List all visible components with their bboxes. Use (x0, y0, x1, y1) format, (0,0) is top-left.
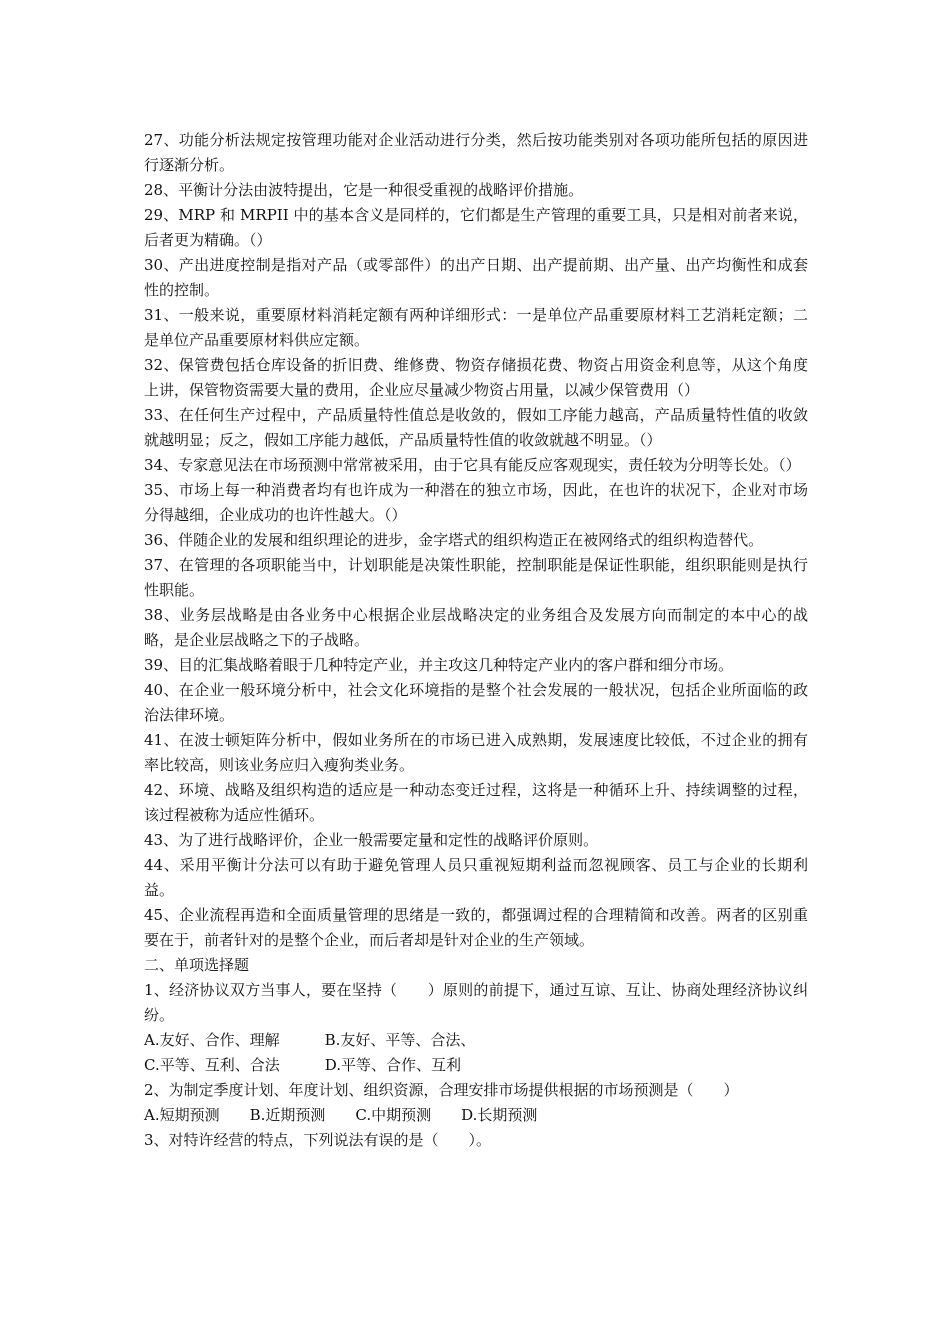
judgement-item-41: 41、在波士顿矩阵分析中，假如业务所在的市场已进入成熟期，发展速度比较低，不过企业的拥有率比较高，则该业务应归入瘦狗类业务。 (144, 731, 808, 774)
judgement-item-37: 37、在管理的各项职能当中，计划职能是决策性职能，控制职能是保证性职能，组织职能则是执行性职能。 (144, 556, 808, 599)
judgement-item-45: 45、企业流程再造和全面质量管理的思绪是一致的，都强调过程的合理精简和改善。两者的区别重要在于，前者针对的是整个企业，而后者却是针对企业的生产领域。 (144, 906, 808, 949)
question-1-stem: 1、经济协议双方当事人，要在坚持（ ）原则的前提下，通过互谅、互让、协商处理经济协议纠纷。 (144, 981, 808, 1024)
judgement-item-42: 42、环境、战略及组织构造的适应是一种动态变迁过程，这将是一种循环上升、持续调整的过程，该过程被称为适应性循环。 (144, 781, 808, 824)
question-1-options-ab: A.友好、合作、理解 B.友好、平等、合法、 (144, 1031, 476, 1049)
judgement-item-34: 34、专家意见法在市场预测中常常被采用，由于它具有能反应客观现实，责任较为分明等长处。（） (144, 456, 801, 474)
section-heading-single-choice: 二、单项选择题 (144, 956, 250, 974)
judgement-item-35: 35、市场上每一种消费者均有也许成为一种潜在的独立市场，因此，在也许的状况下，企业对市场分得越细，企业成功的也许性越大。（） (144, 481, 808, 524)
judgement-item-39: 39、目的汇集战略着眼于几种特定产业，并主攻这几种特定产业内的客户群和细分市场。 (144, 656, 734, 674)
judgement-item-43: 43、为了进行战略评价，企业一般需要定量和定性的战略评价原则。 (144, 831, 599, 849)
judgement-item-27: 27、功能分析法规定按管理功能对企业活动进行分类，然后按功能类别对各项功能所包括的原因进行逐渐分析。 (144, 131, 808, 174)
judgement-item-30: 30、产出进度控制是指对产品（或零部件）的出产日期、出产提前期、出产量、出产均衡性和成套性的控制。 (144, 256, 808, 299)
judgement-item-29: 29、MRP 和 MRPII 中的基本含义是同样的，它们都是生产管理的重要工具，只是相对前者来说，后者更为精确。（） (144, 206, 808, 249)
document-page (144, 128, 808, 1153)
judgement-item-36: 36、伴随企业的发展和组织理论的进步，金字塔式的组织构造正在被网络式的组织构造替代。 (144, 531, 764, 549)
judgement-item-28: 28、平衡计分法由波特提出，它是一种很受重视的战略评价措施。 (144, 181, 584, 199)
judgement-item-32: 32、保管费包括仓库设备的折旧费、维修费、物资存储损花费、物资占用资金利息等，从这个角度上讲，保管物资需要大量的费用，企业应尽量减少物资占用量，以减少保管费用（） (144, 356, 808, 399)
judgement-item-31: 31、一般来说，重要原材料消耗定额有两种详细形式：一是单位产品重要原材料工艺消耗定额；二是单位产品重要原材料供应定额。 (144, 306, 808, 349)
judgement-item-38: 38、业务层战略是由各业务中心根据企业层战略决定的业务组合及发展方向而制定的本中心的战略，是企业层战略之下的子战略。 (144, 606, 808, 649)
judgement-item-40: 40、在企业一般环境分析中，社会文化环境指的是整个社会发展的一般状况，包括企业所面临的政治法律环境。 (144, 681, 808, 724)
question-2-stem: 2、为制定季度计划、年度计划、组织资源，合理安排市场提供根据的市场预测是（ ） (144, 1081, 739, 1099)
judgement-item-44: 44、采用平衡计分法可以有助于避免管理人员只重视短期利益而忽视顾客、员工与企业的长期利益。 (144, 856, 808, 899)
question-2-options: A.短期预测 B.近期预测 C.中期预测 D.长期预测 (144, 1106, 538, 1124)
judgement-item-33: 33、在任何生产过程中，产品质量特性值总是收敛的，假如工序能力越高，产品质量特性值的收敛就越明显；反之，假如工序能力越低，产品质量特性值的收敛就越不明显。（） (144, 406, 808, 449)
question-1-options-cd: C.平等、互利、合法 D.平等、合作、互利 (144, 1056, 461, 1074)
question-3-stem: 3、对特许经营的特点，下列说法有误的是（ ）。 (144, 1131, 492, 1149)
